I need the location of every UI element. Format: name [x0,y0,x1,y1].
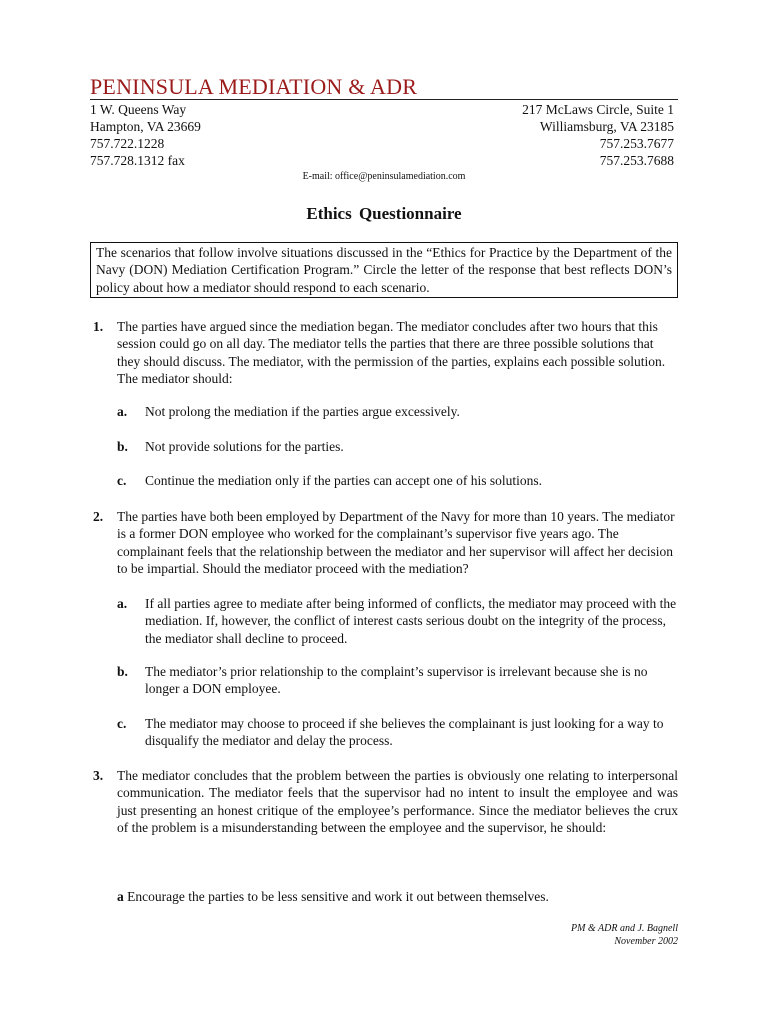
option-text: The mediator’s prior relationship to the complaint’s supervisor is irrelevant because she is no longer a DON employee. [145,664,648,697]
right-street: 217 McLaws Circle, Suite 1 [522,102,674,117]
question-2 [90,508,678,578]
question-1 [90,318,678,388]
question-number: 2. [93,509,104,524]
option-letter: a. [117,404,128,419]
question-2-option-a[interactable] [117,595,678,647]
option-letter: a. [117,596,128,611]
footer-author: PM & ADR and J. Bagnell [570,923,678,934]
option-text: If all parties agree to mediate after being informed of conflicts, the mediator may proceed with the mediation. If, however, the conflict of interest casts serious doubt on the integrity of the process, the mediator shall decline to proceed. [145,596,677,646]
option-letter: c. [117,716,127,731]
option-letter: a [117,889,124,904]
left-fax: 757.728.1312 fax [90,153,185,168]
left-phone: 757.722.1228 [90,136,165,151]
question-2-option-c[interactable] [117,715,678,750]
question-3-option-a[interactable] [117,888,678,905]
question-2-option-b[interactable] [117,663,678,698]
question-1-option-b[interactable] [117,438,678,455]
left-city: Hampton, VA 23669 [90,119,201,134]
right-phone-2: 757.253.7688 [599,153,674,168]
question-text: The parties have both been employed by Department of the Navy for more than 10 years. The mediator is a former DON employee who worked for the complainant’s supervisor five years ago. The complainant feels that the relationship between the mediator and her supervisor will affect her decision to be impartial. Should the mediator proceed with the mediation? [117,509,675,577]
question-text: The mediator concludes that the problem between the parties is obviously one relating to interpersonal communication. The mediator feels that the supervisor had no intent to insult the employee and was just presenting an honest critique of the employee’s performance. Since the mediator believes the crux of the problem is a misunderstanding between the employee and the supervisor, he should: [117,768,678,836]
footer-credit [571,922,678,948]
option-text: Continue the mediation only if the parties can accept one of his solutions. [145,473,543,488]
firm-name: PENINSULA MEDIATION & ADR [90,74,418,99]
option-text: The mediator may choose to proceed if she believes the complainant is just looking for a way to disqualify the mediator and delay the process. [145,716,664,749]
option-letter: c. [117,473,127,488]
option-letter: b. [117,439,128,454]
question-1-option-c[interactable] [117,472,678,489]
intro-box: The scenarios that follow involve situations discussed in the “Ethics for Practice by the Department of the Navy (DON) Mediation Certification Program.” Circle the letter of the response that best reflects DON’s policy about how a mediator should respond to each scenario. [90,242,678,298]
question-1-option-a[interactable] [117,403,678,420]
option-letter: b. [117,664,128,679]
left-office-address [90,101,201,169]
option-text: Encourage the parties to be less sensitive and work it out between themselves. [127,889,549,904]
option-text: Not provide solutions for the parties. [145,439,344,454]
email-line: E-mail: office@peninsulamediation.com [302,171,466,182]
question-3 [90,767,678,837]
document-title: Ethics Questionnaire [306,204,462,223]
option-text: Not prolong the mediation if the parties argue excessively. [145,404,460,419]
right-office-address [522,101,674,169]
right-phone: 757.253.7677 [599,136,674,151]
question-text: The parties have argued since the mediation began. The mediator concludes after two hours that this session could go on all day. The mediator tells the parties that there are three possible solutions that they should discuss. The mediator, with the permission of the parties, explains each possible solution. The mediator should: [117,319,666,387]
left-street: 1 W. Queens Way [90,102,187,117]
letterhead-divider [90,99,678,100]
footer-date: November 2002 [614,936,678,947]
question-number: 3. [93,768,104,783]
right-city: Williamsburg, VA 23185 [539,119,674,134]
question-number: 1. [93,319,104,334]
